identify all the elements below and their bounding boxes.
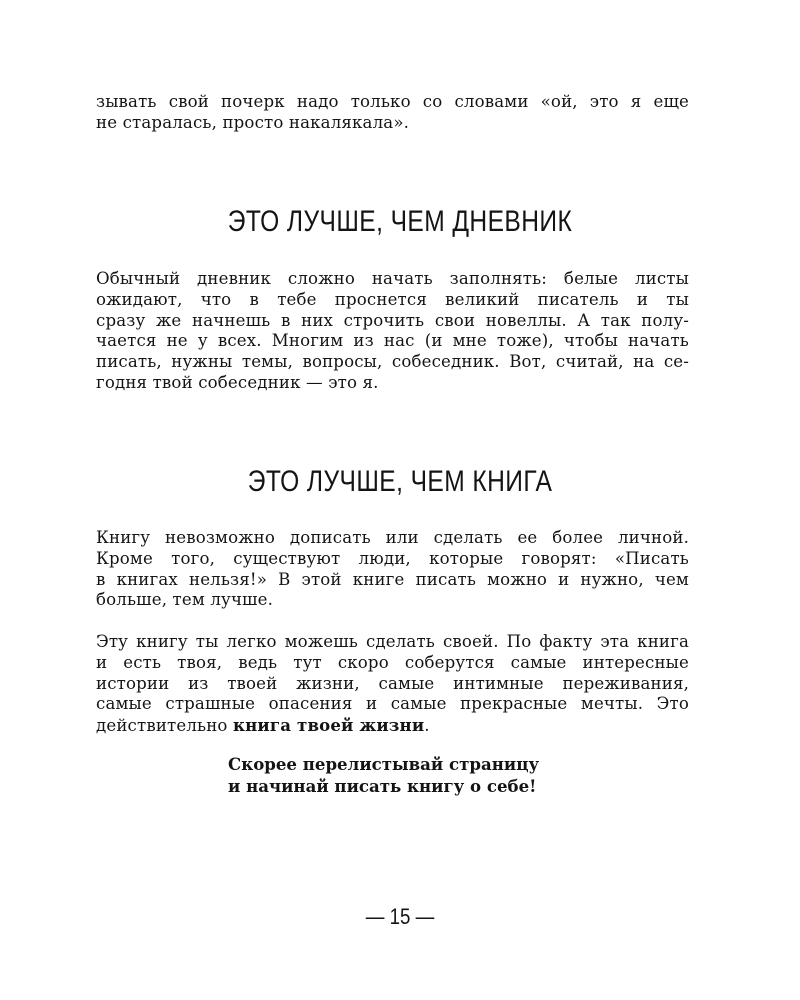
- section-heading-diary: ЭТО ЛУЧШЕ, ЧЕМ ДНЕВНИК: [227, 205, 573, 238]
- text-line: и есть твоя, ведь тут скоро соберутся самые интересные: [96, 652, 689, 672]
- cta-line-2: и начинай писать книгу о себе!: [228, 776, 537, 796]
- text-line: ожидают, что в тебе проснется великий писатель и ты: [96, 289, 689, 309]
- text-line: в книгах нельзя!» В этой книге писать можно и нужно, чем: [96, 569, 689, 589]
- diary-paragraph: [96, 269, 689, 394]
- text-line: Эту книгу ты легко можешь сделать своей. По факту эта книга: [96, 632, 689, 651]
- text-line: сразу же начнешь в них строчить свои новеллы. А так полу-: [96, 310, 689, 330]
- text-line: Книгу невозможно дописать или сделать ее более личной.: [96, 528, 689, 547]
- text-line: не старалась, просто накалякала».: [96, 112, 410, 132]
- text-fragment: .: [424, 716, 430, 736]
- section-heading-book: ЭТО ЛУЧШЕ, ЧЕМ КНИГА: [247, 465, 553, 498]
- text-line: истории из твоей жизни, самые интимные переживания,: [96, 673, 689, 693]
- text-line: больше, тем лучше.: [96, 590, 274, 610]
- book-paragraph-1: [96, 528, 689, 611]
- text-line: [96, 715, 689, 737]
- text-line: Кроме того, существуют люди, которые говорят: «Писать: [96, 548, 689, 568]
- text-line: годня твой собеседник — это я.: [96, 372, 379, 392]
- book-paragraph-2: [96, 632, 689, 737]
- text-line: чается не у всех. Многим из нас (и мне тоже), чтобы начать: [96, 331, 689, 351]
- intro-paragraph: [96, 92, 689, 134]
- page-number: — 15 —: [365, 904, 435, 929]
- text-line: зывать свой почерк надо только со словами «ой, это я еще: [96, 92, 689, 111]
- text-fragment: действительно: [96, 716, 233, 736]
- emphasis-book-of-your-life: книга твоей жизни: [232, 715, 425, 736]
- cta-line-1: Скорее перелистывай страницу: [228, 754, 540, 774]
- text-line: Обычный дневник сложно начать заполнять: белые листы: [96, 269, 689, 288]
- call-to-action: [0, 753, 800, 797]
- text-line: самые страшные опасения и самые прекрасные мечты. Это: [96, 694, 689, 714]
- text-line: писать, нужны темы, вопросы, собеседник. Вот, считай, на се-: [96, 352, 689, 372]
